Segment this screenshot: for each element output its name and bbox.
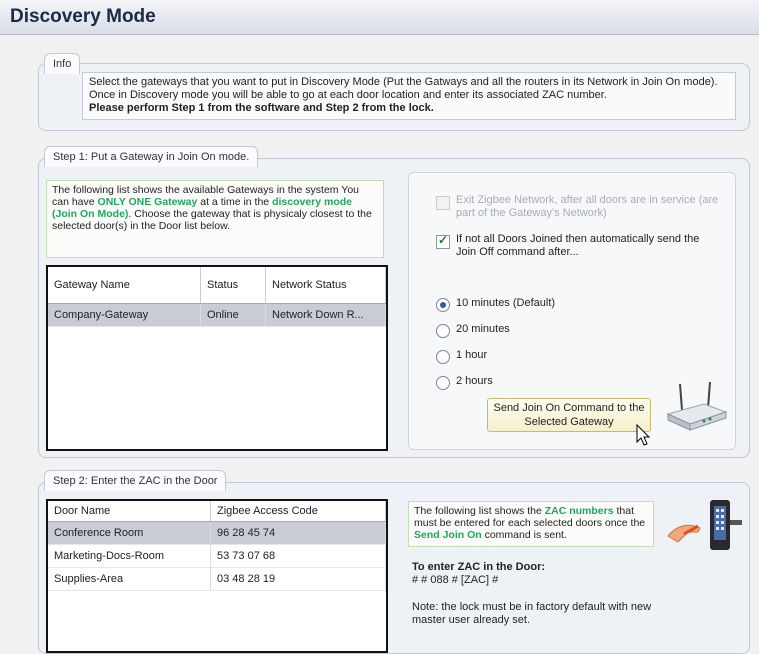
radio-20-minutes-label: 20 minutes	[456, 323, 510, 335]
gateway-name-cell: Company-Gateway	[48, 304, 201, 327]
step1-tab: Step 1: Put a Gateway in Join On mode.	[44, 146, 258, 167]
gateway-table-header	[48, 267, 386, 304]
step2-tab: Step 2: Enter the ZAC in the Door	[44, 470, 226, 491]
zac-cell: 96 28 45 74	[211, 522, 386, 545]
auto-join-off-label: If not all Doors Joined then automatically send the Join Off command after...	[456, 233, 700, 258]
info-text: Select the gateways that you want to put in Discovery Mode (Put the Gatways and all the routers in its Network in Join On mode). Once in Discovery mode you will be able to go at each door location and enter its associated ZAC number.	[89, 76, 718, 101]
step1-desc-text-1: The following list shows the available Gateways in the system You can have	[52, 184, 359, 208]
window-title: Discovery Mode	[10, 6, 156, 27]
gateway-status-cell: Online	[201, 304, 266, 327]
step1-desc-text-2: at a time in the	[197, 196, 273, 208]
col-gateway-name[interactable]: Gateway Name	[48, 267, 201, 304]
door-name-cell: Supplies-Area	[48, 568, 211, 591]
step2-desc-text-2: that must be entered for each selected doors once the	[414, 505, 646, 529]
title-bar	[0, 0, 759, 35]
radio-10-minutes[interactable]	[436, 298, 450, 312]
keypad-lock-icon	[664, 496, 744, 556]
radio-10-minutes-label: 10 minutes (Default)	[456, 297, 556, 309]
radio-2-hours-label: 2 hours	[456, 375, 493, 387]
zac-cell: 03 48 28 19	[211, 568, 386, 591]
factory-default-note: Note: the lock must be in factory default with new master user already set.	[412, 601, 652, 626]
radio-1-hour-label: 1 hour	[456, 349, 488, 361]
exit-network-checkbox[interactable]	[436, 196, 450, 210]
col-status[interactable]: Status	[201, 267, 266, 304]
step2-desc-text-1: The following list shows the	[414, 505, 545, 517]
gateway-table	[46, 265, 388, 451]
radio-1-hour[interactable]	[436, 350, 450, 364]
info-tab: Info	[44, 53, 80, 74]
zac-cell: 53 73 07 68	[211, 545, 386, 568]
step2-description	[408, 501, 654, 547]
enter-zac-code: # # 088 # [ZAC] #	[412, 574, 499, 586]
step1-desc-highlight-1: ONLY ONE Gateway	[97, 196, 198, 208]
step2-desc-text-3: command is sent.	[481, 529, 567, 541]
step1-desc-highlight-2: discovery mode (Join On Mode)	[52, 196, 353, 220]
radio-2-hours[interactable]	[436, 376, 450, 390]
door-name-cell: Marketing-Docs-Room	[48, 545, 211, 568]
enter-zac-title: To enter ZAC in the Door:	[412, 561, 546, 573]
router-icon	[664, 380, 728, 432]
door-name-cell: Conference Room	[48, 522, 211, 545]
col-zigbee-access-code[interactable]: Zigbee Access Code	[211, 501, 386, 522]
table-row[interactable]	[48, 568, 386, 591]
step1-description	[46, 180, 384, 258]
exit-network-label: Exit Zigbee Network, after all doors are in service (are part of the Gateway's Network)	[456, 194, 719, 219]
table-row[interactable]	[48, 545, 386, 568]
radio-20-minutes[interactable]	[436, 324, 450, 338]
auto-join-off-checkbox[interactable]	[436, 235, 450, 249]
mouse-cursor-icon	[636, 424, 652, 448]
step2-desc-highlight-1: ZAC numbers	[544, 505, 614, 517]
info-text-box	[82, 72, 736, 120]
door-table	[46, 499, 388, 653]
step1-desc-text-3: . Choose the gateway that is physicaly closest to the selected door(s) in the Door list below.	[52, 208, 372, 232]
table-row[interactable]	[48, 304, 386, 327]
send-join-on-button[interactable]: Send Join On Command to the Selected Gateway	[487, 398, 651, 432]
gateway-network-cell: Network Down R...	[266, 304, 386, 327]
col-door-name[interactable]: Door Name	[48, 501, 211, 522]
col-network-status[interactable]: Network Status	[266, 267, 386, 304]
door-table-header	[48, 501, 386, 522]
info-instruction: Please perform Step 1 from the software and Step 2 from the lock.	[89, 102, 434, 114]
step2-desc-highlight-2: Send Join On	[414, 529, 482, 541]
table-row[interactable]	[48, 522, 386, 545]
